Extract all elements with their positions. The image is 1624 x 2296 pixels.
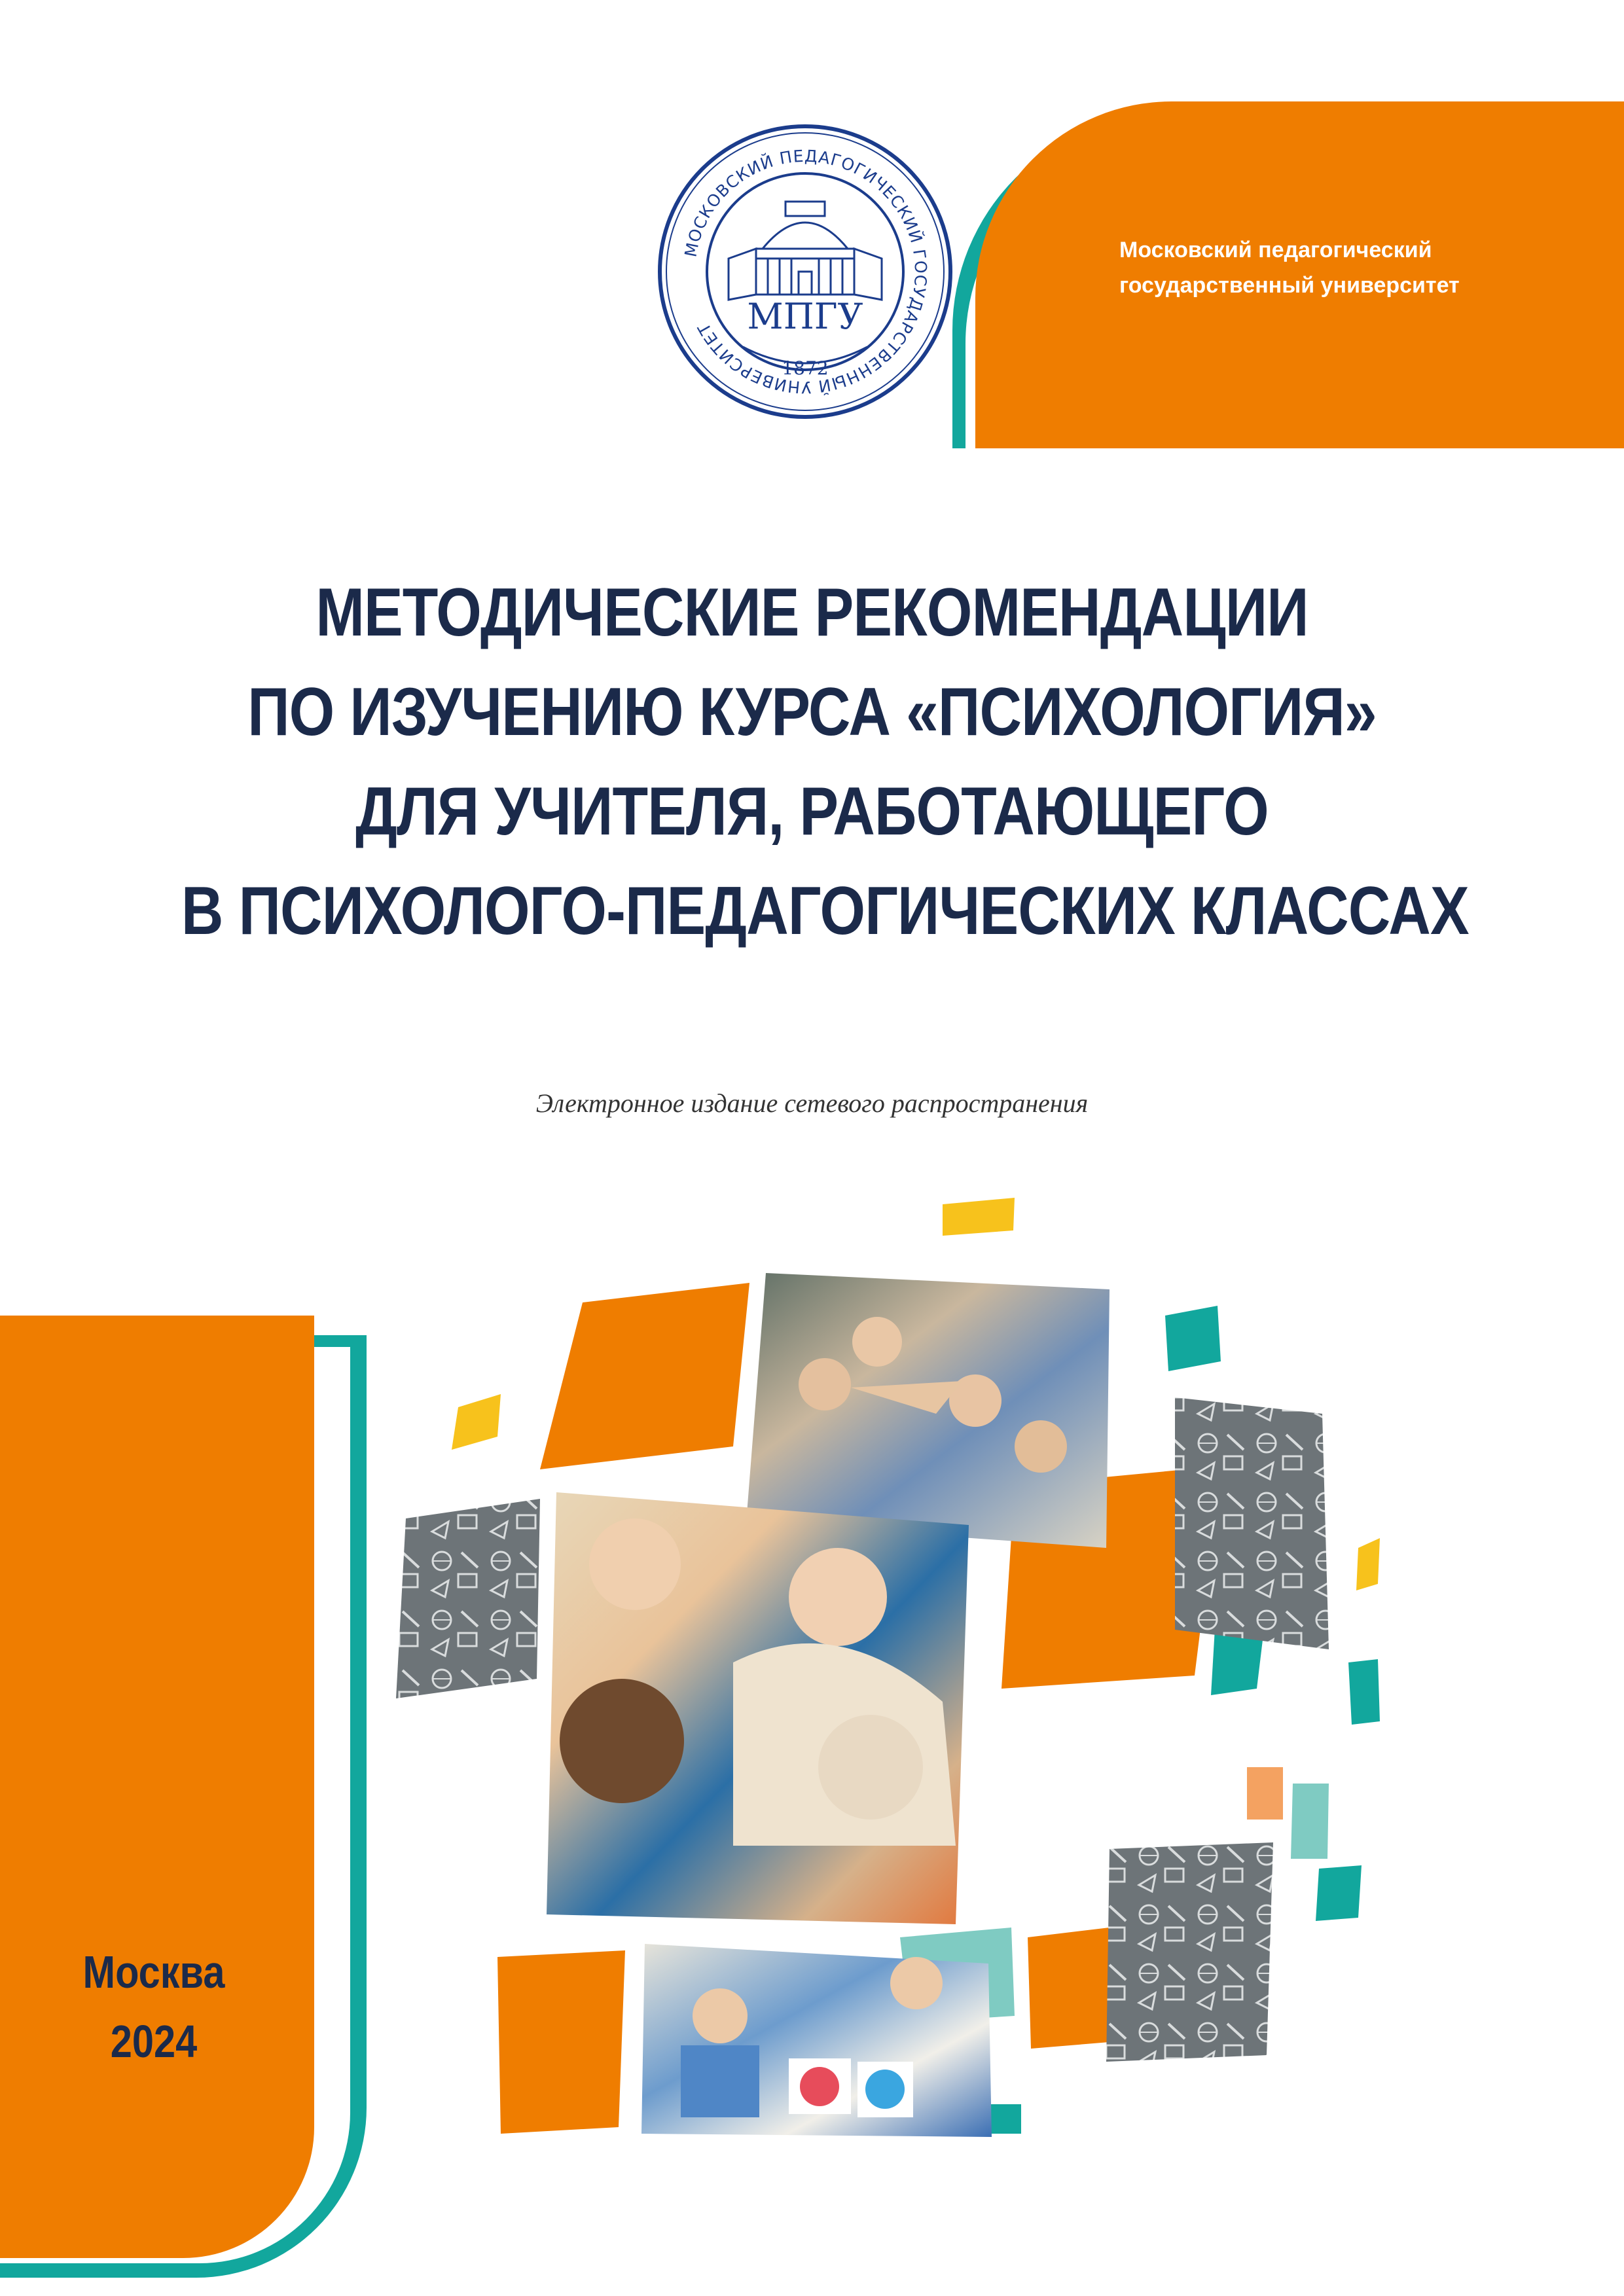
- edition-subtitle: Электронное издание сетевого распространения: [535, 1088, 1089, 1118]
- seal-abbreviation: МПГУ: [747, 296, 863, 337]
- imprint-panel: [0, 1316, 314, 2258]
- imprint-year: 2024: [110, 2016, 198, 2067]
- university-name-line-1: Московский педагогический: [1119, 238, 1432, 262]
- title-line-2: ПО ИЗУЧЕНИЮ КУРСА «ПСИХОЛОГИЯ»: [247, 674, 1377, 750]
- doodle-tile-right-top: [1175, 1397, 1329, 1649]
- photo-teacher-with-pupils: [547, 1492, 969, 1924]
- photo-boy-emotion-cards: [641, 1944, 992, 2137]
- title-line-4: В ПСИХОЛОГО-ПЕДАГОГИЧЕСКИХ КЛАССАХ: [181, 873, 1469, 949]
- doodle-tile-left: [396, 1499, 540, 1698]
- title-line-3: ДЛЯ УЧИТЕЛЯ, РАБОТАЮЩЕГО: [355, 774, 1269, 850]
- title-line-1: МЕТОДИЧЕСКИЕ РЕКОМЕНДАЦИИ: [316, 575, 1308, 651]
- university-name: [1119, 232, 1578, 303]
- university-name-line-2: государственный университет: [1119, 273, 1460, 298]
- seal-year: 1872: [782, 357, 829, 379]
- imprint-city: Москва: [82, 1946, 225, 1998]
- photo-children-high-five: [746, 1273, 1110, 1548]
- photo-mosaic: [367, 1191, 1414, 2140]
- university-seal-logo: [651, 118, 959, 425]
- doodle-tile-right-bottom: [1106, 1842, 1273, 2062]
- imprint: [82, 1937, 226, 2076]
- document-title: [181, 563, 1469, 961]
- seal-ring-text: МОСКОВСКИЙ ПЕДАГОГИЧЕСКИЙ ГОСУДАРСТВЕННЫЙ УНИВЕРСИТЕТ: [681, 146, 931, 397]
